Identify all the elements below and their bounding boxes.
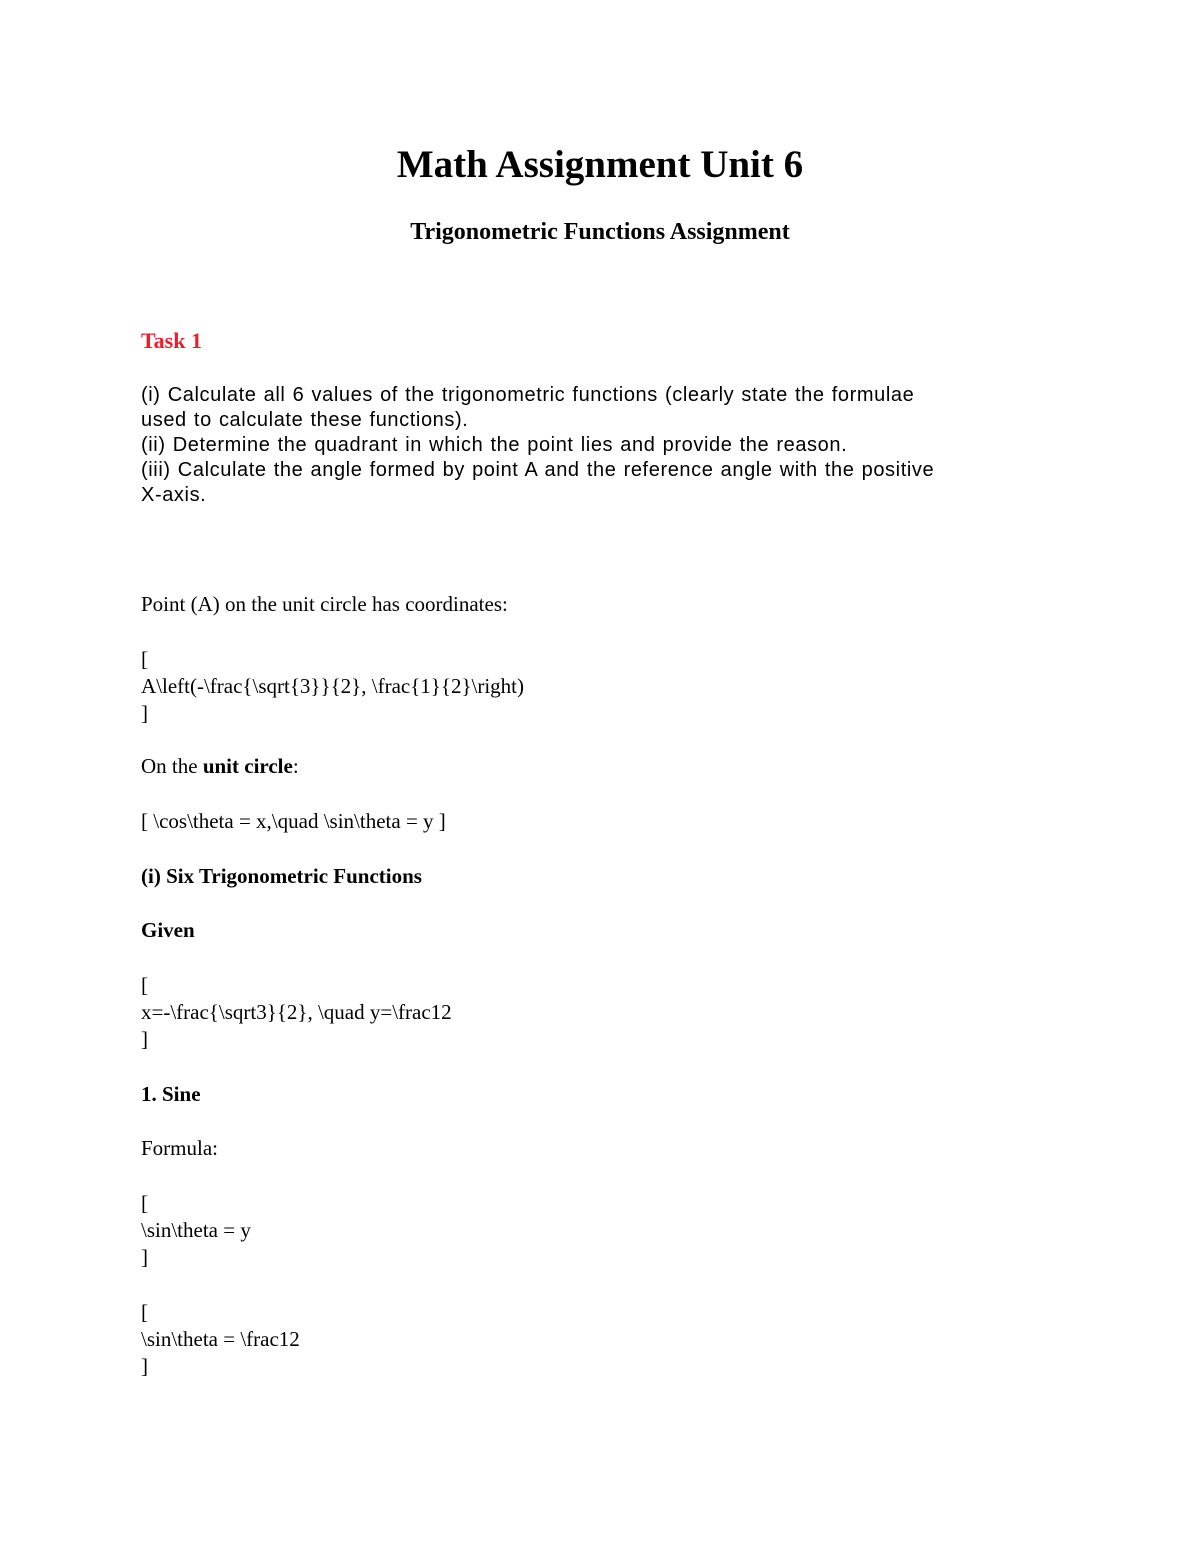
formula-label: Formula: [141, 1136, 218, 1160]
sine-heading: 1. Sine [141, 1082, 201, 1106]
section-i-heading: (i) Six Trigonometric Functions [141, 864, 422, 888]
instruction-line: (iii) Calculate the angle formed by point A and the reference angle with the positive [141, 459, 935, 481]
document-title: Math Assignment Unit 6 [396, 143, 804, 186]
unit-circle-bold: unit circle [202, 754, 293, 778]
point-bracket-close: ] [141, 701, 148, 725]
unit-circle-suffix: : [292, 754, 299, 778]
given-bracket-close: ] [141, 1027, 148, 1051]
sine-value-bracket-open: [ [141, 1300, 148, 1324]
point-expression: A\left(-\frac{\sqrt{3}}{2}, \frac{1}{2}\right) [141, 674, 525, 698]
instruction-line: used to calculate these functions). [141, 409, 469, 431]
sine-value-expression: \sin\theta = \frac12 [141, 1327, 300, 1351]
instruction-line: (ii) Determine the quadrant in which the point lies and provide the reason. [141, 434, 848, 456]
task-heading: Task 1 [141, 328, 202, 353]
unit-circle-line [141, 753, 299, 779]
point-bracket-open: [ [141, 647, 148, 671]
instruction-line: X-axis. [141, 484, 207, 506]
instruction-line: (i) Calculate all 6 values of the trigonometric functions (clearly state the formulae [141, 384, 915, 406]
sine-formula-bracket-close: ] [141, 1245, 148, 1269]
sine-value-bracket-close: ] [141, 1354, 148, 1378]
given-bracket-open: [ [141, 973, 148, 997]
document-subtitle: Trigonometric Functions Assignment [410, 219, 790, 245]
given-expression: x=-\frac{\sqrt3}{2}, \quad y=\frac12 [141, 1000, 452, 1024]
sine-formula-bracket-open: [ [141, 1191, 148, 1215]
point-intro: Point (A) on the unit circle has coordinates: [141, 592, 508, 616]
sine-formula-expression: \sin\theta = y [141, 1218, 251, 1242]
unit-circle-prefix: On the [141, 754, 203, 778]
unit-circle-formula: [ \cos\theta = x,\quad \sin\theta = y ] [141, 809, 446, 833]
given-heading: Given [141, 918, 195, 942]
